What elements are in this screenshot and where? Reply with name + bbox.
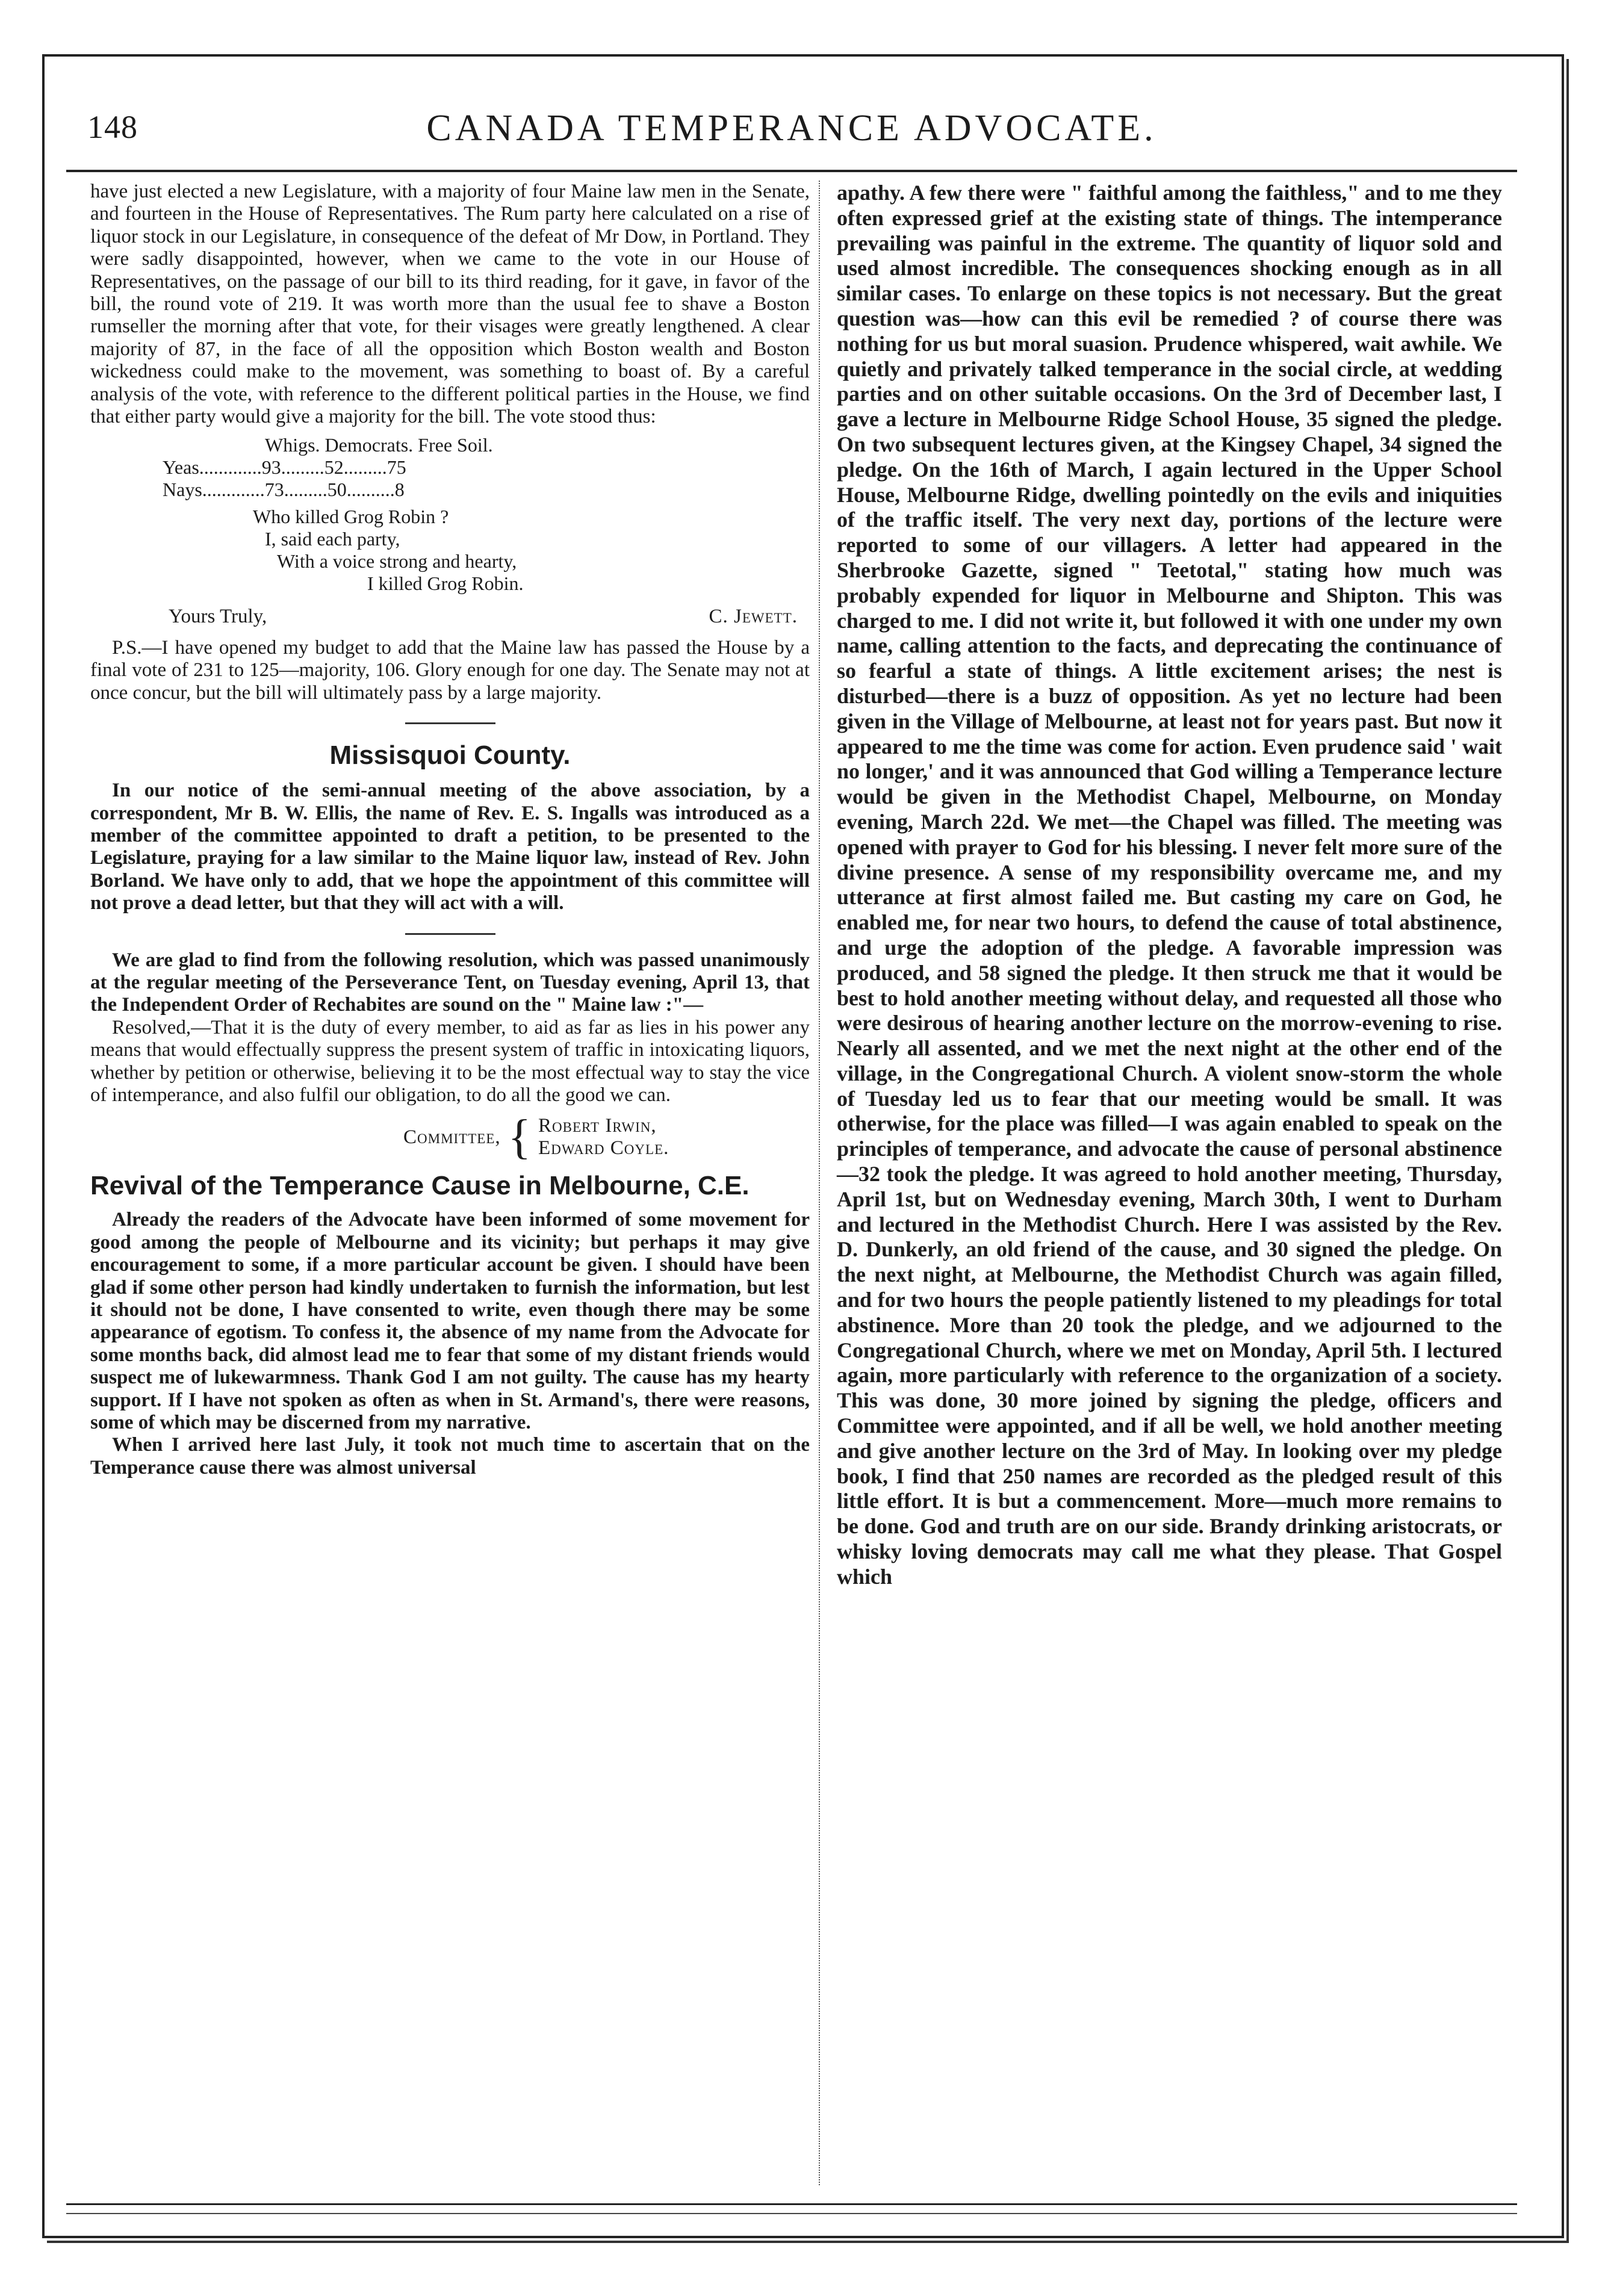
- committee-member: Robert Irwin,: [538, 1115, 657, 1137]
- header-rule: [66, 170, 1517, 172]
- vote-row-yeas: Yeas.............93.........52.........75: [163, 456, 406, 479]
- vote-table-header: Whigs. Democrats. Free Soil.: [265, 434, 493, 456]
- section-divider: [405, 722, 495, 724]
- verse-line: Who killed Grog Robin ?: [253, 506, 449, 528]
- author-name: C. Jewett.: [709, 606, 798, 628]
- committee-label: Committee,: [403, 1126, 501, 1148]
- postscript: P.S.—I have opened my budget to add that the Maine law has passed the House by a final vote of 231 to 125—majority, 106. Glory enough for one day. The Senate may not at once concur, but the bill will ultimately pass by a large majority.: [90, 636, 810, 704]
- committee-signature: [90, 1111, 810, 1164]
- running-title: CANADA TEMPERANCE ADVOCATE.: [426, 108, 1157, 149]
- committee-names: [538, 1115, 669, 1159]
- column-divider: [819, 181, 820, 2185]
- signature: [90, 606, 810, 628]
- brace-glyph: {: [508, 1111, 532, 1164]
- verse: [90, 506, 810, 595]
- verse-line: I, said each party,: [265, 528, 400, 550]
- page-number: 148: [87, 109, 138, 145]
- missisquoi-paragraph: In our notice of the semi-annual meeting of the above association, by a correspondent, Mr B. W. Ellis, the name of Rev. E. S. Ingalls was introduced as a member of the committee appointed to draft a petition, to be presented to the Legislature, praying for a law similar to the Maine liquor law, instead of Rev. John Borland. We have only to add, that we hope the appointment of this committee will not prove a dead letter, but that they will act with a will.: [90, 780, 810, 914]
- closing: Yours Truly,: [169, 606, 267, 628]
- page-header: [60, 102, 1523, 169]
- footer-rule: [66, 2203, 1517, 2205]
- right-column: [837, 181, 1502, 1590]
- vote-row-nays: Nays.............73.........50..........8: [163, 479, 405, 501]
- letter-paragraph: have just elected a new Legislature, with a majority of four Maine law men in the Senate, and fourteen in the House of Representatives. The Rum party here calculated on a rise of liquor stock in our Legislature, in consequence of the defeat of Mr Dow, in Portland. They were sadly disappointed, however, when we came to the vote in our House of Representatives, on the passage of our bill to its third reading, for it gave, in favor of the bill, the round vote of 219. It was worth more than the usual fee to shave a Boston rumseller the morning after that vote, for their visages were greatly lengthened. A clear majority of 87, in the face of all the opposition which Boston wealth and Boston wickedness could make to the movement, was something to boast of. By a careful analysis of the vote, with reference to the different political parties in the House, we find that either party would give a majority for the bill. The vote stood thus:: [90, 181, 810, 428]
- vote-table: [90, 434, 810, 501]
- verse-line: With a voice strong and hearty,: [277, 550, 517, 572]
- verse-line: I killed Grog Robin.: [367, 572, 524, 595]
- revival-continued: apathy. A few there were " faithful among the faithless," and to me they often expressed grief at the existing state of things. The intemperance prevailing was painful in the extreme. The quantity of liquor sold and used almost incredible. The consequences shocking enough as in all similar cases. To enlarge on these topics is not necessary. But the great question was—how can this evil be remedied ? of course there was nothing for us but moral suasion. Prudence whispered, wait awhile. We quietly and privately talked temperance in the social circle, at wedding parties and on other suitable occasions. On the 3rd of December last, I gave a lecture in Melbourne Ridge School House, 35 signed the pledge. On two subsequent lectures given, at the Kingsey Chapel, 34 signed the pledge. On the 16th of March, I again lectured in the Upper School House, Melbourne Ridge, dwelling pointedly on the evils and iniquities of the traffic itself. The very next day, portions of the lecture were reported to some of our villagers. A letter had appeared in the Sherbrooke Gazette, signed " Teetotal," stating how much was probably expended for liquor in Melbourne and Shipton. This was charged to me. I did not write it, but followed it with one under my own name, calling attention to the facts, and deprecating the continuance of so fearful a state of things. A little excitement arises; the nest is disturbed—there is a buzz of opposition. As yet no lecture had been given in the Village of Melbourne, at least not for years past. But now it appeared to me the time was come for action. Even prudence said ' wait no longer,' and it was announced that God willing a Temperance lecture would be given in the Methodist Chapel, Melbourne, on Monday evening, March 22d. We met—the Chapel was filled. The meeting was opened with prayer to God for his blessing. I never felt more sure of the divine presence. A sense of my responsibility overcame me, and my utterance at first almost failed me. But casting my care on God, he enabled me, for near two hours, to defend the cause of total abstinence, and urge the adoption of the pledge. A favorable impression was produced, and 58 signed the pledge. It then struck me that it would be best to hold another meeting without delay, and requested all those who were desirous of hearing another lecture on the morrow-evening to rise. Nearly all assented, and we met the next night at the other end of the village, in the Congregational Church. A violent snow-storm the whole of Tuesday led us to fear that our meeting would be small. It was otherwise, for the place was filled—I was again enabled to speak on the principles of temperance, and advocate the cause of personal abstinence—32 took the pledge. It was agreed to hold another meeting, Thursday, April 1st, but on Wednesday evening, March 30th, I went to Durham and lectured in the Methodist Church. Here I was assisted by the Rev. D. Dunkerly, an old friend of the cause, and 30 signed the pledge. On the next night, at Melbourne, the Methodist Church was again filled, and for two hours the people patiently listened to my pleadings for total abstinence. More than 20 took the pledge, and we adjourned to the Congregational Church, where we met on Monday, April 5th. I lectured again, more particularly with reference to the organization of a society. This was done, 30 more joined by signing the pledge, officers and Committee were appointed, and if all be well, we hold another meeting and give another lecture on the 3rd of May. In looking over my pledge book, I find that 250 names are recorded as the pledged result of this little effort. It is but a commencement. More—much more remains to be done. God and truth are on our side. Brandy drinking aristocrats, or whisky loving democrats may call me what they please. That Gospel which: [837, 181, 1502, 1589]
- rechabites-intro: We are glad to find from the following resolution, which was passed unanimously at the regular meeting of the Perseverance Tent, on Tuesday evening, April 13, that the Independent Order of Rechabites are sound on the " Maine law :"—: [90, 949, 810, 1016]
- resolution-paragraph: Resolved,—That it is the duty of every member, to aid as far as lies in his power any means that would effectually suppress the present system of traffic in intoxicating liquors, whether by petition or otherwise, believing it to be the most effectual way to stay the vice of intemperance, and also fulfil our obligation, to do all the good we can.: [90, 1016, 810, 1106]
- heading-missisquoi: Missisquoi County.: [329, 740, 571, 771]
- committee-member: Edward Coyle.: [538, 1137, 669, 1159]
- footer-rule-double: [66, 2213, 1517, 2214]
- heading-revival: Revival of the Temperance Cause in Melbourne, C.E.: [90, 1171, 750, 1201]
- revival-paragraph: When I arrived here last July, it took not much time to ascertain that on the Temperance cause there was almost universal: [90, 1434, 810, 1478]
- left-column: [90, 181, 810, 1479]
- section-divider: [405, 933, 495, 935]
- revival-paragraph: Already the readers of the Advocate have been informed of some movement for good among the people of Melbourne and its vicinity; but perhaps it may give encouragement to some, if a more particular account be given. I should have been glad if some other person had kindly undertaken to furnish the information, but lest it should not be done, I have consented to write, even though there may be some appearance of egotism. To confess it, the absence of my name from the Advocate for some months back, did almost lead me to fear that some of my distant friends would suspect me of lukewarmness. Thank God I am not guilty. The cause has my hearty support. If I have not spoken as often as when in St. Armand's, there were reasons, some of which may be discerned from my narrative.: [90, 1209, 810, 1434]
